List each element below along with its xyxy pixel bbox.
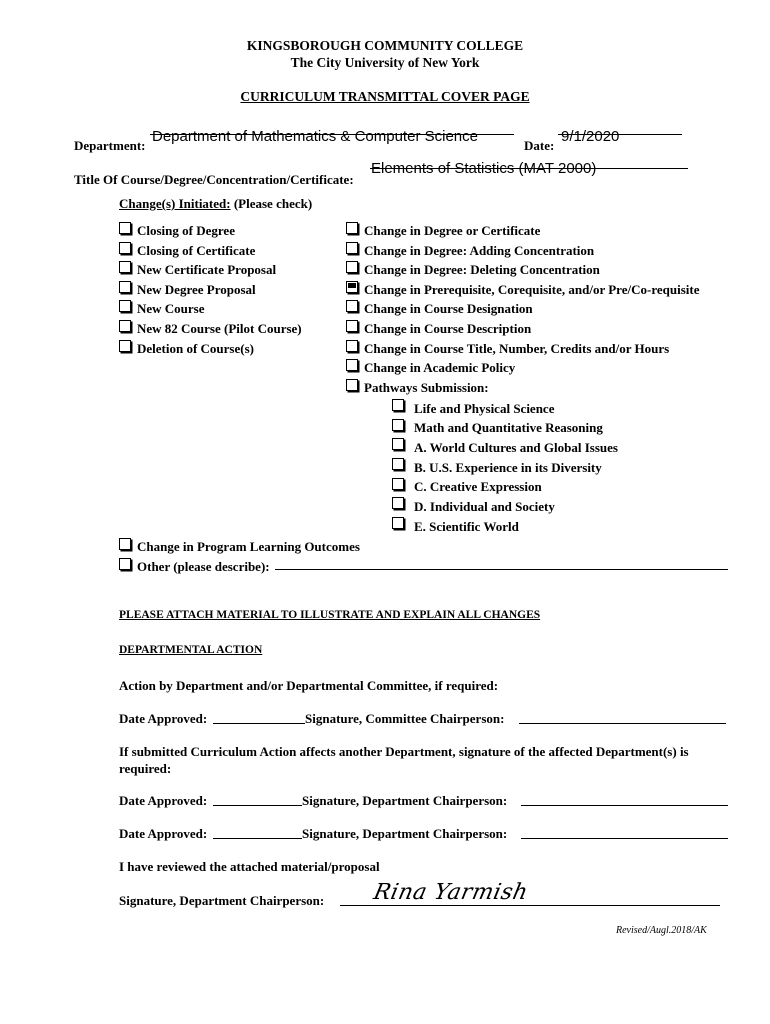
dept-signature-label-2: Signature, Department Chairperson: — [302, 793, 508, 808]
option-scientific-world: E. Scientific World — [414, 519, 519, 534]
checkbox-new-certificate[interactable] — [119, 261, 131, 273]
department-label: Department: — [74, 138, 146, 153]
option-math-quantitative: Math and Quantitative Reasoning — [414, 420, 603, 435]
option-new-82-course: New 82 Course (Pilot Course) — [137, 321, 302, 336]
checkbox-individual-society[interactable] — [392, 497, 404, 509]
title-field[interactable]: Elements of Statistics (MAT 2000) — [371, 160, 597, 177]
option-course-description: Change in Course Description — [364, 321, 532, 336]
checkbox-new-82-course[interactable] — [119, 320, 131, 332]
date-approved-line-3[interactable] — [213, 838, 302, 839]
checkbox-other[interactable] — [119, 558, 131, 570]
date-approved-line-1[interactable] — [213, 723, 305, 724]
checkbox-adding-concentration[interactable] — [346, 242, 358, 254]
option-life-physical-science: Life and Physical Science — [414, 401, 555, 416]
option-closing-degree: Closing of Degree — [137, 223, 235, 238]
option-world-cultures: A. World Cultures and Global Issues — [414, 440, 618, 455]
revision-note: Revised/Augl.2018/AK — [616, 925, 707, 936]
page-title: CURRICULUM TRANSMITTAL COVER PAGE — [240, 89, 530, 104]
checkbox-deletion-course[interactable] — [119, 340, 131, 352]
checkbox-program-learning-outcomes[interactable] — [119, 538, 131, 550]
checkbox-course-designation[interactable] — [346, 300, 358, 312]
option-individual-society: D. Individual and Society — [414, 499, 555, 514]
other-describe-line[interactable] — [275, 569, 728, 570]
checkbox-academic-policy[interactable] — [346, 359, 358, 371]
option-other: Other (please describe): — [137, 559, 270, 574]
reviewed-text: I have reviewed the attached material/proposal — [119, 859, 380, 874]
checkbox-prerequisite[interactable] — [346, 281, 358, 293]
checkbox-creative-expression[interactable] — [392, 478, 404, 490]
option-course-title: Change in Course Title, Number, Credits and/or Hours — [364, 341, 670, 356]
option-program-learning-outcomes: Change in Program Learning Outcomes — [137, 539, 360, 554]
date-approved-line-2[interactable] — [213, 805, 302, 806]
checkbox-new-course[interactable] — [119, 300, 131, 312]
checkbox-life-physical-science[interactable] — [392, 399, 404, 411]
attach-note: PLEASE ATTACH MATERIAL TO ILLUSTRATE AND EXPLAIN ALL CHANGES — [119, 609, 541, 621]
option-pathways: Pathways Submission: — [364, 380, 489, 395]
option-new-course: New Course — [137, 301, 205, 316]
dept-signature-line-2[interactable] — [521, 805, 728, 806]
option-us-experience: B. U.S. Experience in its Diversity — [414, 460, 602, 475]
checkbox-course-description[interactable] — [346, 320, 358, 332]
dept-signature-line-3[interactable] — [521, 838, 728, 839]
checkbox-us-experience[interactable] — [392, 458, 404, 470]
final-signature-line[interactable] — [340, 905, 720, 906]
final-signature-label: Signature, Department Chairperson: — [119, 893, 325, 908]
college-name: KINGSBOROUGH COMMUNITY COLLEGE — [246, 38, 524, 53]
option-creative-expression: C. Creative Expression — [414, 479, 542, 494]
university-name: The City University of New York — [290, 55, 480, 70]
option-change-degree-certificate: Change in Degree or Certificate — [364, 223, 541, 238]
option-deleting-concentration: Change in Degree: Deleting Concentration — [364, 262, 600, 277]
changes-heading-suffix: (Please check) — [233, 196, 313, 211]
option-closing-certificate: Closing of Certificate — [137, 243, 256, 258]
departmental-action-heading: DEPARTMENTAL ACTION — [119, 644, 263, 656]
checkbox-math-quantitative[interactable] — [392, 419, 404, 431]
date-approved-label-2: Date Approved: — [119, 793, 208, 808]
committee-signature-line[interactable] — [519, 723, 726, 724]
date-label: Date: — [524, 138, 555, 153]
dept-signature-label-3: Signature, Department Chairperson: — [302, 826, 508, 841]
checkbox-deleting-concentration[interactable] — [346, 261, 358, 273]
checkbox-new-degree[interactable] — [119, 281, 131, 293]
changes-heading-prefix: Change(s) Initiated: — [119, 196, 231, 211]
checkbox-closing-certificate[interactable] — [119, 242, 131, 254]
option-adding-concentration: Change in Degree: Adding Concentration — [364, 243, 595, 258]
affects-other-text: If submitted Curriculum Action affects another Department, signature of the affected Department(s) is required: — [119, 744, 689, 776]
action-by-text: Action by Department and/or Departmental Committee, if required: — [119, 678, 499, 693]
date-approved-label-3: Date Approved: — [119, 826, 208, 841]
option-academic-policy: Change in Academic Policy — [364, 360, 516, 375]
checkbox-change-degree-certificate[interactable] — [346, 222, 358, 234]
checkbox-course-title[interactable] — [346, 340, 358, 352]
checkbox-pathways[interactable] — [346, 379, 358, 391]
department-field[interactable]: Department of Mathematics & Computer Science — [152, 128, 478, 145]
checkbox-world-cultures[interactable] — [392, 438, 404, 450]
date-field[interactable]: 9/1/2020 — [561, 128, 620, 145]
option-new-degree: New Degree Proposal — [137, 282, 256, 297]
committee-signature-label: Signature, Committee Chairperson: — [305, 711, 505, 726]
option-deletion-course: Deletion of Course(s) — [137, 341, 254, 356]
checkbox-closing-degree[interactable] — [119, 222, 131, 234]
date-approved-label-1: Date Approved: — [119, 711, 208, 726]
option-course-designation: Change in Course Designation — [364, 301, 533, 316]
option-prerequisite: Change in Prerequisite, Corequisite, and/or Pre/Co-requisite — [364, 282, 700, 297]
handwritten-signature: Rina Yarmish — [371, 880, 531, 905]
checkbox-scientific-world[interactable] — [392, 517, 404, 529]
changes-heading — [119, 196, 312, 212]
option-new-certificate: New Certificate Proposal — [137, 262, 277, 277]
title-label: Title Of Course/Degree/Concentration/Certificate: — [74, 172, 354, 187]
